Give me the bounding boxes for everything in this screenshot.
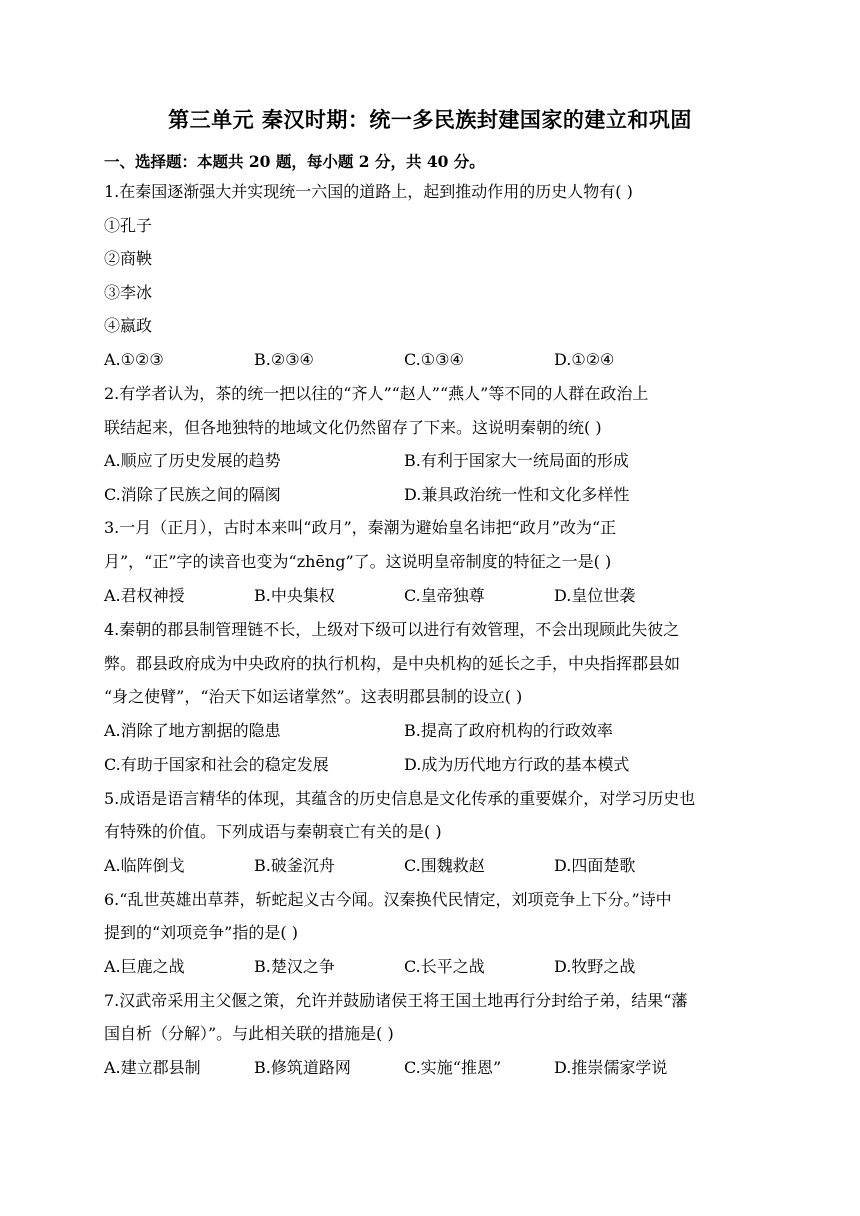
question-2-stem-line-1: 2.有学者认为，茶的统一把以往的“齐人”“赵人”“燕人”等不同的人群在政治上 <box>104 384 649 403</box>
question-7-option-b: B.修筑道路网 <box>254 1058 351 1077</box>
question-2-stem-line-2: 联结起来，但各地独特的地域文化仍然留存了下来。这说明秦朝的统( ) <box>104 418 602 437</box>
question-6-option-b: B.楚汉之争 <box>254 957 335 976</box>
question-7-option-d: D.推崇儒家学说 <box>554 1058 668 1077</box>
question-1-item-1: ①孔子 <box>104 216 153 235</box>
question-1-option-c: C.①③④ <box>404 350 464 369</box>
question-1-option-b: B.②③④ <box>254 350 314 369</box>
question-1-item-2: ②商鞅 <box>104 249 153 268</box>
question-4-option-b: B.提高了政府机构的行政效率 <box>404 721 613 740</box>
question-2-option-a: A.顺应了历史发展的趋势 <box>104 451 281 470</box>
question-4-stem-line-1: 4.秦朝的郡县制管理链不长，上级对下级可以进行有效管理，不会出现顾此失彼之 <box>104 620 680 639</box>
question-2-option-c: C.消除了民族之间的隔阂 <box>104 485 281 504</box>
question-2-option-b: B.有利于国家大一统局面的形成 <box>404 451 629 470</box>
question-5-option-c: C.围魏救赵 <box>404 856 485 875</box>
question-1-stem: 1.在秦国逐渐强大并实现统一六国的道路上，起到推动作用的历史人物有( ) <box>104 182 633 201</box>
question-6-option-c: C.长平之战 <box>404 957 485 976</box>
question-3-stem-line-2: 月”，“正”字的读音也变为“zhēng”了。这说明皇帝制度的特征之一是( ) <box>104 552 612 571</box>
question-7-stem-line-2: 国自析（分解）”。与此相关联的措施是( ) <box>104 1024 394 1043</box>
question-7-option-c: C.实施“推恩” <box>404 1058 502 1077</box>
question-5-option-a: A.临阵倒戈 <box>104 856 185 875</box>
question-1-option-a: A.①②③ <box>104 350 164 369</box>
question-5-stem-line-2: 有特殊的价值。下列成语与秦朝衰亡有关的是( ) <box>104 822 442 841</box>
question-3-option-b: B.中央集权 <box>254 586 335 605</box>
question-3-option-a: A.君权神授 <box>104 586 185 605</box>
question-6-stem-line-1: 6.“乱世英雄出草莽，斩蛇起义古今闻。汉秦换代民情定，刘项竞争上下分。”诗中 <box>104 890 672 909</box>
question-6-stem-line-2: 提到的“刘项竞争”指的是( ) <box>104 923 298 942</box>
question-4-stem-line-2: 弊。郡县政府成为中央政府的执行机构，是中央机构的延长之手，中央指挥郡县如 <box>104 654 681 673</box>
unit-title: 第三单元 秦汉时期：统一多民族封建国家的建立和巩固 <box>168 107 692 132</box>
question-6-option-d: D.牧野之战 <box>554 957 636 976</box>
question-5-stem-line-1: 5.成语是语言精华的体现，其蕴含的历史信息是文化传承的重要媒介，对学习历史也 <box>104 789 696 808</box>
question-3-stem-line-1: 3.一月（正月），古时本来叫“政月”，秦潮为避始皇名讳把“政月”改为“正 <box>104 518 617 537</box>
question-1-item-4: ④嬴政 <box>104 316 153 335</box>
question-4-stem-line-3: “身之使臂”，“治天下如运诸掌然”。这表明郡县制的设立( ) <box>104 687 523 706</box>
question-6-option-a: A.巨鹿之战 <box>104 957 185 976</box>
question-1-option-d: D.①②④ <box>554 350 615 369</box>
question-4-option-c: C.有助于国家和社会的稳定发展 <box>104 755 329 774</box>
question-3-option-c: C.皇帝独尊 <box>404 586 485 605</box>
question-4-option-a: A.消除了地方割据的隐患 <box>104 721 281 740</box>
question-7-option-a: A.建立郡县制 <box>104 1058 201 1077</box>
question-3-option-d: D.皇位世袭 <box>554 586 636 605</box>
question-5-option-b: B.破釜沉舟 <box>254 856 335 875</box>
question-1-item-3: ③李冰 <box>104 283 153 302</box>
question-7-stem-line-1: 7.汉武帝采用主父偃之策，允许并鼓励诸侯王将王国土地再行分封给子弟，结果“藩 <box>104 991 688 1010</box>
question-2-option-d: D.兼具政治统一性和文化多样性 <box>404 485 630 504</box>
question-5-option-d: D.四面楚歌 <box>554 856 636 875</box>
question-4-option-d: D.成为历代地方行政的基本模式 <box>404 755 630 774</box>
section-heading: 一、选择题：本题共 20 题，每小题 2 分，共 40 分。 <box>104 152 485 171</box>
